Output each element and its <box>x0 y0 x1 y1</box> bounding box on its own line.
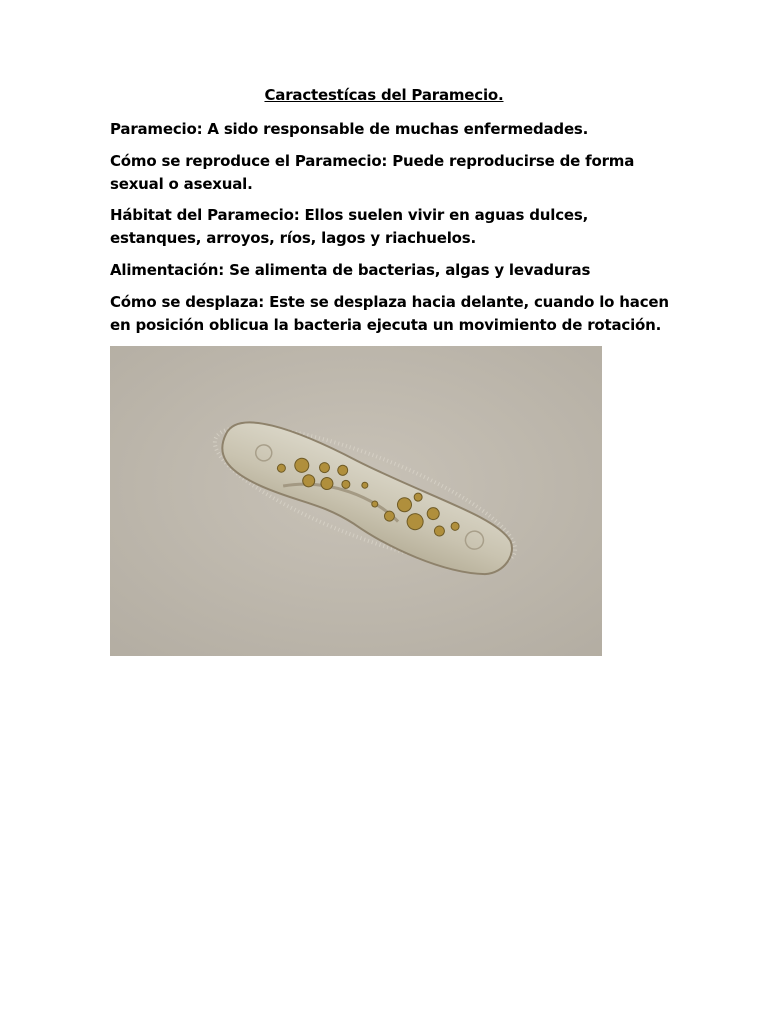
paragraph-reproduction: Cómo se reproduce el Paramecio: Puede reproducirse de forma sexual o asexual. <box>110 152 635 193</box>
paramecium-photo <box>110 346 602 656</box>
paragraph-movement: Cómo se desplaza: Este se desplaza hacia delante, cuando lo hacen en posición oblicua la bacteria ejecuta un movimiento de rotación. <box>110 293 669 334</box>
paragraph-feeding: Alimentación: Se alimenta de bacterias, algas y levaduras <box>110 261 591 279</box>
page-title: Caractestícas del Paramecio. <box>264 86 504 104</box>
paragraph-description: Paramecio: A sido responsable de muchas enfermedades. <box>110 120 589 138</box>
paragraph-habitat: Hábitat del Paramecio: Ellos suelen vivir en aguas dulces, estanques, arroyos, ríos, lagos y riachuelos. <box>110 206 589 247</box>
